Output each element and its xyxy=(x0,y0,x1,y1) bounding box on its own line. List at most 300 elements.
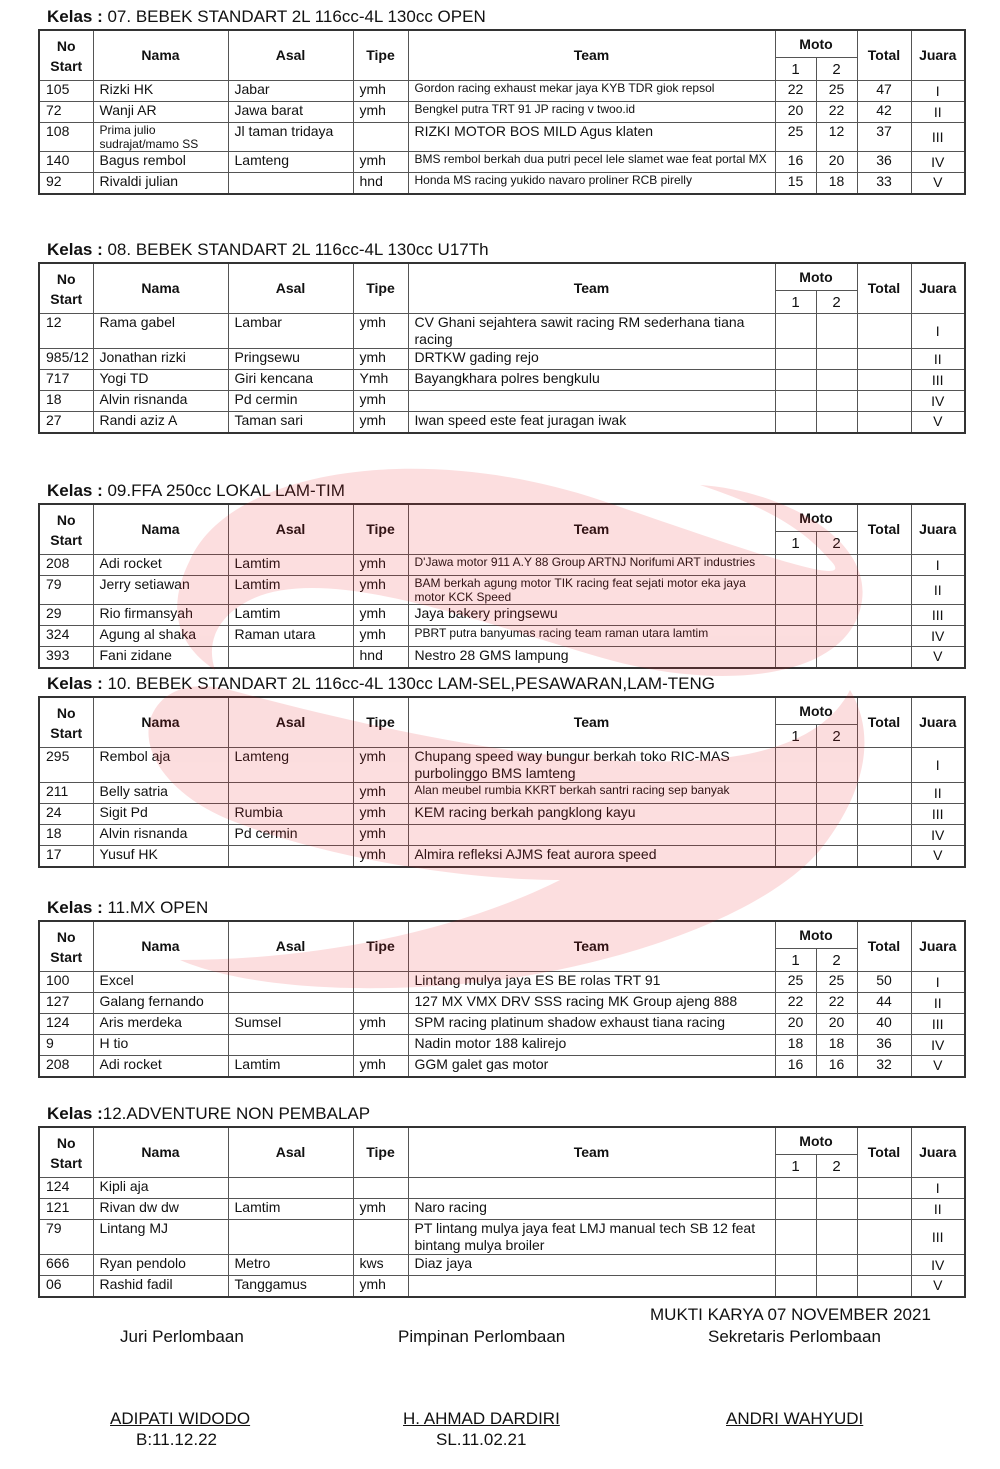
col-tipe: Tipe xyxy=(353,263,408,314)
cell-team: Jaya bakery pringsewu xyxy=(408,605,775,626)
class-heading: Kelas :12.ADVENTURE NON PEMBALAP xyxy=(47,1104,371,1123)
cell-nama: Rivan dw dw xyxy=(93,1199,228,1220)
cell-juara: IV xyxy=(911,825,965,846)
cell-nama: Rio firmansyah xyxy=(93,605,228,626)
col-no-start: No Start xyxy=(39,263,93,314)
cell-asal: Jl taman tridaya xyxy=(228,123,353,152)
cell-team: PBRT putra banyumas racing team raman utara lamtim xyxy=(408,626,775,647)
juri-title: Juri Perlombaan xyxy=(120,1327,244,1346)
col-tipe: Tipe xyxy=(353,697,408,748)
cell-total xyxy=(857,349,911,370)
cell-moto-1 xyxy=(775,825,816,846)
cell-juara: V xyxy=(911,173,965,194)
cell-no-start: 717 xyxy=(39,370,93,391)
cell-team: Bengkel putra TRT 91 JP racing v twoo.id xyxy=(408,102,775,123)
cell-total xyxy=(857,412,911,433)
table-row xyxy=(39,846,965,867)
col-team: Team xyxy=(408,30,775,81)
cell-moto-2 xyxy=(816,825,857,846)
cell-tipe: ymh xyxy=(353,1276,408,1297)
cell-asal: Rumbia xyxy=(228,804,353,825)
col-tipe: Tipe xyxy=(353,1127,408,1178)
cell-moto-2 xyxy=(816,1178,857,1199)
cell-total: 36 xyxy=(857,152,911,173)
cell-asal: Raman utara xyxy=(228,626,353,647)
cell-moto-1: 16 xyxy=(775,1056,816,1077)
col-juara: Juara xyxy=(911,697,965,748)
cell-asal: Pd cermin xyxy=(228,825,353,846)
table-row xyxy=(39,1014,965,1035)
cell-no-start: 72 xyxy=(39,102,93,123)
cell-tipe: ymh xyxy=(353,349,408,370)
cell-no-start: 666 xyxy=(39,1255,93,1276)
col-moto: Moto xyxy=(775,1127,857,1155)
cell-total xyxy=(857,1220,911,1255)
cell-tipe: ymh xyxy=(353,626,408,647)
col-nama: Nama xyxy=(93,30,228,81)
col-team: Team xyxy=(408,263,775,314)
col-tipe: Tipe xyxy=(353,921,408,972)
cell-nama: Randi aziz A xyxy=(93,412,228,433)
cell-nama: Yogi TD xyxy=(93,370,228,391)
cell-team xyxy=(408,825,775,846)
table-row xyxy=(39,1255,965,1276)
cell-moto-2 xyxy=(816,846,857,867)
cell-nama: Excel xyxy=(93,972,228,993)
table-row xyxy=(39,152,965,173)
class-section-11 xyxy=(38,896,965,1078)
cell-no-start: 295 xyxy=(39,748,93,783)
cell-moto-2: 18 xyxy=(816,1035,857,1056)
cell-moto-2 xyxy=(816,314,857,349)
cell-juara: II xyxy=(911,349,965,370)
cell-nama: Jonathan rizki xyxy=(93,349,228,370)
cell-moto-2 xyxy=(816,1199,857,1220)
cell-team xyxy=(408,1276,775,1297)
cell-asal: Metro xyxy=(228,1255,353,1276)
cell-no-start: 29 xyxy=(39,605,93,626)
table-row xyxy=(39,804,965,825)
col-total: Total xyxy=(857,1127,911,1178)
cell-nama: Bagus rembol xyxy=(93,152,228,173)
table-row xyxy=(39,173,965,194)
pimpinan-title: Pimpinan Perlombaan xyxy=(398,1327,566,1346)
cell-total xyxy=(857,605,911,626)
table-row xyxy=(39,972,965,993)
cell-no-start: 121 xyxy=(39,1199,93,1220)
col-team: Team xyxy=(408,504,775,555)
cell-team: DRTKW gading rejo xyxy=(408,349,775,370)
cell-nama: H tio xyxy=(93,1035,228,1056)
cell-team: GGM galet gas motor xyxy=(408,1056,775,1077)
col-team: Team xyxy=(408,921,775,972)
col-moto: Moto xyxy=(775,697,857,725)
cell-team: CV Ghani sejahtera sawit racing RM sederhana tiana racing xyxy=(408,314,775,349)
cell-total xyxy=(857,314,911,349)
col-moto-2: 2 xyxy=(816,532,857,555)
cell-moto-1 xyxy=(775,391,816,412)
place-date: MUKTI KARYA 07 NOVEMBER 2021 xyxy=(650,1305,931,1324)
table-row xyxy=(39,391,965,412)
cell-moto-2 xyxy=(816,1276,857,1297)
cell-no-start: 12 xyxy=(39,314,93,349)
cell-tipe: kws xyxy=(353,1255,408,1276)
class-section-10 xyxy=(38,672,965,868)
cell-no-start: 27 xyxy=(39,412,93,433)
cell-moto-1 xyxy=(775,576,816,605)
col-moto-1: 1 xyxy=(775,725,816,748)
cell-total xyxy=(857,391,911,412)
cell-no-start: 208 xyxy=(39,1056,93,1077)
cell-moto-2: 16 xyxy=(816,1056,857,1077)
cell-juara: II xyxy=(911,102,965,123)
cell-team: RIZKI MOTOR BOS MILD Agus klaten xyxy=(408,123,775,152)
cell-total xyxy=(857,626,911,647)
cell-nama: Adi rocket xyxy=(93,1056,228,1077)
cell-tipe: ymh xyxy=(353,1199,408,1220)
col-moto-2: 2 xyxy=(816,291,857,314)
cell-asal xyxy=(228,993,353,1014)
results-table xyxy=(38,503,966,669)
cell-juara: V xyxy=(911,412,965,433)
cell-tipe: ymh xyxy=(353,1056,408,1077)
cell-nama: Aris merdeka xyxy=(93,1014,228,1035)
cell-tipe: ymh xyxy=(353,102,408,123)
cell-total: 47 xyxy=(857,81,911,102)
table-row xyxy=(39,102,965,123)
cell-moto-2 xyxy=(816,370,857,391)
cell-juara: I xyxy=(911,972,965,993)
cell-moto-1 xyxy=(775,804,816,825)
cell-tipe: ymh xyxy=(353,81,408,102)
cell-tipe xyxy=(353,972,408,993)
cell-moto-2 xyxy=(816,647,857,668)
cell-asal: Pringsewu xyxy=(228,349,353,370)
cell-asal: Sumsel xyxy=(228,1014,353,1035)
cell-asal: Giri kencana xyxy=(228,370,353,391)
cell-nama: Alvin risnanda xyxy=(93,391,228,412)
cell-total: 37 xyxy=(857,123,911,152)
cell-no-start: 18 xyxy=(39,825,93,846)
cell-total xyxy=(857,1255,911,1276)
sekretaris-name: ANDRI WAHYUDI xyxy=(726,1409,864,1428)
cell-total: 40 xyxy=(857,1014,911,1035)
cell-tipe xyxy=(353,1035,408,1056)
cell-moto-1: 22 xyxy=(775,993,816,1014)
class-heading: Kelas : 10. BEBEK STANDART 2L 116cc-4L 130cc LAM-SEL,PESAWARAN,LAM-TENG xyxy=(47,674,715,693)
cell-tipe: ymh xyxy=(353,555,408,576)
cell-nama: Rama gabel xyxy=(93,314,228,349)
cell-moto-2 xyxy=(816,783,857,804)
col-asal: Asal xyxy=(228,697,353,748)
cell-asal: Taman sari xyxy=(228,412,353,433)
cell-juara: III xyxy=(911,804,965,825)
col-moto-1: 1 xyxy=(775,532,816,555)
cell-moto-1 xyxy=(775,783,816,804)
col-total: Total xyxy=(857,921,911,972)
cell-moto-1 xyxy=(775,370,816,391)
class-section-08 xyxy=(38,238,965,434)
cell-tipe xyxy=(353,1220,408,1255)
cell-moto-2 xyxy=(816,626,857,647)
sekretaris-title: Sekretaris Perlombaan xyxy=(708,1327,881,1346)
cell-juara: IV xyxy=(911,152,965,173)
table-row xyxy=(39,1276,965,1297)
cell-tipe xyxy=(353,1178,408,1199)
col-asal: Asal xyxy=(228,263,353,314)
cell-moto-1: 16 xyxy=(775,152,816,173)
cell-team: Lintang mulya jaya ES BE rolas TRT 91 xyxy=(408,972,775,993)
cell-juara: IV xyxy=(911,626,965,647)
cell-team: Gordon racing exhaust mekar jaya KYB TDR giok repsol xyxy=(408,81,775,102)
cell-tipe xyxy=(353,993,408,1014)
col-moto-1: 1 xyxy=(775,1155,816,1178)
cell-juara: I xyxy=(911,748,965,783)
cell-total: 44 xyxy=(857,993,911,1014)
cell-total: 42 xyxy=(857,102,911,123)
col-no-start: No Start xyxy=(39,921,93,972)
cell-no-start: 100 xyxy=(39,972,93,993)
col-asal: Asal xyxy=(228,921,353,972)
cell-juara: II xyxy=(911,576,965,605)
table-row xyxy=(39,626,965,647)
cell-team: Honda MS racing yukido navaro proliner RCB pirelly xyxy=(408,173,775,194)
cell-tipe: ymh xyxy=(353,1014,408,1035)
cell-asal: Jabar xyxy=(228,81,353,102)
cell-asal: Lamtim xyxy=(228,1056,353,1077)
cell-asal: Lambar xyxy=(228,314,353,349)
col-team: Team xyxy=(408,697,775,748)
cell-tipe: hnd xyxy=(353,647,408,668)
cell-tipe: ymh xyxy=(353,783,408,804)
cell-moto-1 xyxy=(775,1220,816,1255)
cell-asal xyxy=(228,173,353,194)
cell-nama: Rembol aja xyxy=(93,748,228,783)
cell-team: PT lintang mulya jaya feat LMJ manual tech SB 12 feat bintang mulya broiler xyxy=(408,1220,775,1255)
col-moto-2: 2 xyxy=(816,725,857,748)
cell-tipe: ymh xyxy=(353,804,408,825)
cell-tipe: Ymh xyxy=(353,370,408,391)
cell-asal xyxy=(228,846,353,867)
cell-moto-2: 25 xyxy=(816,81,857,102)
col-nama: Nama xyxy=(93,1127,228,1178)
col-moto: Moto xyxy=(775,263,857,291)
cell-no-start: 79 xyxy=(39,576,93,605)
cell-team: SPM racing platinum shadow exhaust tiana racing xyxy=(408,1014,775,1035)
cell-juara: I xyxy=(911,555,965,576)
cell-nama: Wanji AR xyxy=(93,102,228,123)
cell-no-start: 108 xyxy=(39,123,93,152)
cell-moto-1: 20 xyxy=(775,1014,816,1035)
cell-no-start: 105 xyxy=(39,81,93,102)
cell-no-start: 06 xyxy=(39,1276,93,1297)
cell-moto-2 xyxy=(816,748,857,783)
col-juara: Juara xyxy=(911,504,965,555)
cell-asal xyxy=(228,1035,353,1056)
table-row xyxy=(39,81,965,102)
table-row xyxy=(39,1178,965,1199)
cell-total: 33 xyxy=(857,173,911,194)
cell-team: KEM racing berkah pangklong kayu xyxy=(408,804,775,825)
cell-tipe: ymh xyxy=(353,605,408,626)
cell-asal: Lamtim xyxy=(228,605,353,626)
cell-no-start: 140 xyxy=(39,152,93,173)
col-total: Total xyxy=(857,30,911,81)
cell-total: 36 xyxy=(857,1035,911,1056)
cell-nama: Rashid fadil xyxy=(93,1276,228,1297)
cell-juara: III xyxy=(911,1220,965,1255)
col-total: Total xyxy=(857,697,911,748)
results-table xyxy=(38,1126,966,1298)
cell-juara: II xyxy=(911,993,965,1014)
cell-moto-2: 25 xyxy=(816,972,857,993)
cell-asal: Tanggamus xyxy=(228,1276,353,1297)
cell-moto-2: 20 xyxy=(816,1014,857,1035)
class-section-12 xyxy=(38,1102,965,1298)
cell-juara: I xyxy=(911,81,965,102)
cell-asal: Lamtim xyxy=(228,576,353,605)
class-heading: Kelas : 11.MX OPEN xyxy=(47,898,209,917)
class-section-07 xyxy=(38,5,965,195)
cell-team: Diaz jaya xyxy=(408,1255,775,1276)
cell-nama: Galang fernando xyxy=(93,993,228,1014)
cell-juara: IV xyxy=(911,1255,965,1276)
cell-team: Almira refleksi AJMS feat aurora speed xyxy=(408,846,775,867)
cell-juara: II xyxy=(911,1199,965,1220)
juri-name: ADIPATI WIDODO xyxy=(110,1409,251,1428)
table-row xyxy=(39,349,965,370)
cell-no-start: 324 xyxy=(39,626,93,647)
cell-total xyxy=(857,846,911,867)
cell-nama: Agung al shaka xyxy=(93,626,228,647)
col-moto-1: 1 xyxy=(775,291,816,314)
cell-asal xyxy=(228,1220,353,1255)
cell-moto-2 xyxy=(816,1220,857,1255)
col-team: Team xyxy=(408,1127,775,1178)
cell-no-start: 985/12 xyxy=(39,349,93,370)
table-row xyxy=(39,1199,965,1220)
juri-id: B:11.12.22 xyxy=(136,1430,217,1449)
cell-nama: Sigit Pd xyxy=(93,804,228,825)
cell-total: 50 xyxy=(857,972,911,993)
col-moto-2: 2 xyxy=(816,949,857,972)
cell-moto-1: 20 xyxy=(775,102,816,123)
cell-asal: Lamtim xyxy=(228,1199,353,1220)
cell-moto-1 xyxy=(775,412,816,433)
cell-moto-2: 18 xyxy=(816,173,857,194)
cell-no-start: 124 xyxy=(39,1014,93,1035)
cell-tipe: ymh xyxy=(353,391,408,412)
class-heading: Kelas : 08. BEBEK STANDART 2L 116cc-4L 130cc U17Th xyxy=(47,240,489,259)
cell-nama: Jerry setiawan xyxy=(93,576,228,605)
cell-nama: Rizki HK xyxy=(93,81,228,102)
cell-juara: V xyxy=(911,1276,965,1297)
cell-moto-1 xyxy=(775,555,816,576)
cell-total xyxy=(857,647,911,668)
table-row xyxy=(39,993,965,1014)
cell-juara: IV xyxy=(911,1035,965,1056)
cell-no-start: 18 xyxy=(39,391,93,412)
col-no-start: No Start xyxy=(39,697,93,748)
cell-asal: Lamtim xyxy=(228,555,353,576)
cell-moto-1 xyxy=(775,314,816,349)
cell-asal xyxy=(228,972,353,993)
col-total: Total xyxy=(857,504,911,555)
cell-no-start: 208 xyxy=(39,555,93,576)
pimpinan-name: H. AHMAD DARDIRI xyxy=(403,1409,560,1428)
cell-moto-1 xyxy=(775,1276,816,1297)
col-no-start: No Start xyxy=(39,1127,93,1178)
cell-team: Nestro 28 GMS lampung xyxy=(408,647,775,668)
cell-juara: IV xyxy=(911,391,965,412)
col-nama: Nama xyxy=(93,921,228,972)
cell-no-start: 393 xyxy=(39,647,93,668)
cell-no-start: 79 xyxy=(39,1220,93,1255)
cell-moto-2 xyxy=(816,349,857,370)
cell-no-start: 211 xyxy=(39,783,93,804)
cell-moto-1: 25 xyxy=(775,972,816,993)
col-juara: Juara xyxy=(911,921,965,972)
cell-team xyxy=(408,1178,775,1199)
col-nama: Nama xyxy=(93,697,228,748)
table-row xyxy=(39,576,965,605)
cell-total xyxy=(857,825,911,846)
cell-total xyxy=(857,576,911,605)
cell-moto-1 xyxy=(775,605,816,626)
cell-tipe: ymh xyxy=(353,748,408,783)
cell-team: Naro racing xyxy=(408,1199,775,1220)
cell-tipe: ymh xyxy=(353,846,408,867)
cell-asal: Pd cermin xyxy=(228,391,353,412)
cell-moto-2 xyxy=(816,391,857,412)
cell-asal: Lamteng xyxy=(228,152,353,173)
cell-asal: Jawa barat xyxy=(228,102,353,123)
table-row xyxy=(39,1035,965,1056)
col-moto: Moto xyxy=(775,921,857,949)
table-row xyxy=(39,825,965,846)
table-row xyxy=(39,647,965,668)
table-row xyxy=(39,370,965,391)
cell-nama: Lintang MJ xyxy=(93,1220,228,1255)
cell-no-start: 24 xyxy=(39,804,93,825)
cell-tipe: ymh xyxy=(353,576,408,605)
table-row xyxy=(39,412,965,433)
col-tipe: Tipe xyxy=(353,504,408,555)
cell-moto-2: 20 xyxy=(816,152,857,173)
class-heading: Kelas : 09.FFA 250cc LOKAL LAM-TIM xyxy=(47,481,345,500)
cell-juara: V xyxy=(911,1056,965,1077)
cell-team xyxy=(408,391,775,412)
cell-juara: V xyxy=(911,846,965,867)
cell-no-start: 127 xyxy=(39,993,93,1014)
col-moto: Moto xyxy=(775,30,857,58)
cell-nama: Rivaldi julian xyxy=(93,173,228,194)
cell-juara: II xyxy=(911,783,965,804)
cell-total xyxy=(857,370,911,391)
table-row xyxy=(39,748,965,783)
col-moto-1: 1 xyxy=(775,949,816,972)
cell-total xyxy=(857,1178,911,1199)
class-heading: Kelas : 07. BEBEK STANDART 2L 116cc-4L 130cc OPEN xyxy=(47,7,486,26)
cell-no-start: 17 xyxy=(39,846,93,867)
cell-moto-1 xyxy=(775,1255,816,1276)
cell-asal xyxy=(228,647,353,668)
cell-team: 127 MX VMX DRV SSS racing MK Group ajeng 888 xyxy=(408,993,775,1014)
cell-moto-2 xyxy=(816,555,857,576)
cell-moto-2 xyxy=(816,576,857,605)
cell-moto-2 xyxy=(816,605,857,626)
cell-asal xyxy=(228,783,353,804)
